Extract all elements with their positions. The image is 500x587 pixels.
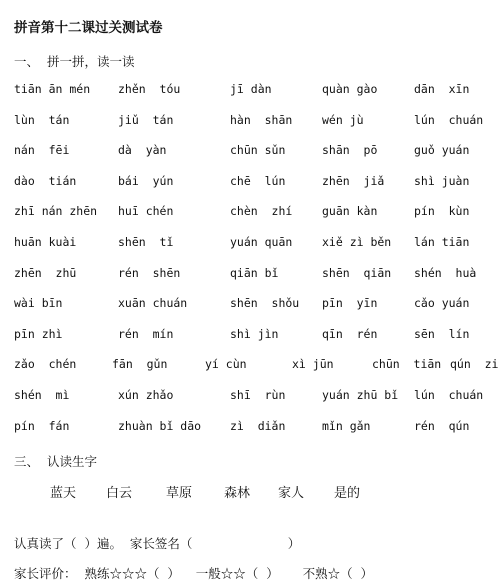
pinyin-word: xuān chuán [118,296,188,311]
pinyin-word: shēn tǐ [118,235,174,249]
pinyin-word: huī chén [118,204,174,219]
pinyin-word: wén jù [322,112,364,127]
pinyin-word: guǒ yuán [414,143,470,158]
pinyin-word: pīn zhì [14,326,63,341]
pinyin-word: rén qún [414,418,470,433]
pinyin-word: shēn qiān [322,265,392,280]
section-heading-pinyin: 一、 拼一拼，读一读 [14,54,135,69]
character-word: 白云 [106,486,133,501]
pinyin-word: shān pō [322,143,378,158]
pinyin-word: qīn rén [322,326,378,341]
character-word: 家人 [278,486,305,501]
pinyin-word: qún zi [450,357,499,372]
pinyin-word: rén mín [118,326,174,341]
pinyin-word: jī dàn [230,82,272,96]
pinyin-word: pín fán [14,418,70,433]
pinyin-word: lán tiān [414,235,470,249]
pinyin-word: tiān ān mén [14,82,91,96]
pinyin-word: rén shēn [118,265,181,280]
pinyin-word: yuán zhū bǐ [322,388,399,402]
pinyin-word: chē lún [230,173,286,188]
pinyin-word: pín kùn [414,204,470,219]
pinyin-word: xún zhǎo [118,388,174,402]
pinyin-word: hàn shān [230,112,293,127]
pinyin-word: shī rùn [230,388,286,402]
pinyin-word: zhuàn bǐ dāo [118,418,202,433]
pinyin-word: chèn zhí [230,204,293,219]
page-title: 拼音第十二课过关测试卷 [14,20,163,36]
section-heading-characters: 三、 认读生字 [14,454,97,469]
pinyin-word: pīn yīn [322,296,378,311]
pinyin-word: dà yàn [118,143,167,158]
pinyin-word: qiān bǐ [230,265,279,280]
pinyin-word: bái yún [118,173,174,188]
pinyin-word: shēn shǒu [230,296,300,311]
pinyin-word: dào tián [14,173,77,188]
pinyin-word: huān kuài [14,235,77,249]
character-word: 是的 [334,486,361,501]
pinyin-word: wài bīn [14,296,63,311]
pinyin-word: yuán quān [230,235,293,249]
pinyin-word: shì juàn [414,173,470,188]
character-word: 蓝天 [50,486,77,501]
pinyin-word: yí cùn [205,357,247,372]
pinyin-word: sēn lín [414,326,470,341]
pinyin-word: xiě zì běn [322,235,392,249]
character-word: 草原 [166,486,193,501]
pinyin-word: zì diǎn [230,418,286,433]
pinyin-word: zhēn zhū [14,265,77,280]
pinyin-word: fān gǔn [112,357,168,372]
pinyin-word: zǎo chén [14,357,77,372]
character-word: 森林 [224,486,251,501]
pinyin-word: xì jūn [292,357,334,372]
pinyin-word: shì jìn [230,326,279,341]
pinyin-word: nán fēi [14,143,70,158]
pinyin-word: chūn sǔn [230,143,286,158]
pinyin-word: shén mì [14,388,70,402]
pinyin-word: lún chuán [414,112,484,127]
pinyin-word: quàn gào [322,82,378,96]
parent-evaluation-line: 家长评价： 熟练☆☆☆（ ） 一般☆☆（ ） 不熟☆（ ） [14,566,374,581]
pinyin-word: mǐn gǎn [322,418,371,433]
pinyin-word: dān xīn [414,82,470,96]
pinyin-word: shén huà [414,265,477,280]
pinyin-word: lùn tán [14,112,70,127]
pinyin-word: cǎo yuán [414,296,470,311]
pinyin-word: zhī nán zhēn [14,204,98,219]
pinyin-word: zhěn tóu [118,82,181,96]
pinyin-word: chūn tiān [372,357,442,372]
pinyin-word: jiǔ tán [118,112,174,127]
reading-count-line: 认真读了（ ）遍。 家长签名（ ） [14,536,301,551]
pinyin-word: zhēn jiǎ [322,173,385,188]
pinyin-word: guān kàn [322,204,378,219]
pinyin-word: lún chuán [414,388,484,402]
